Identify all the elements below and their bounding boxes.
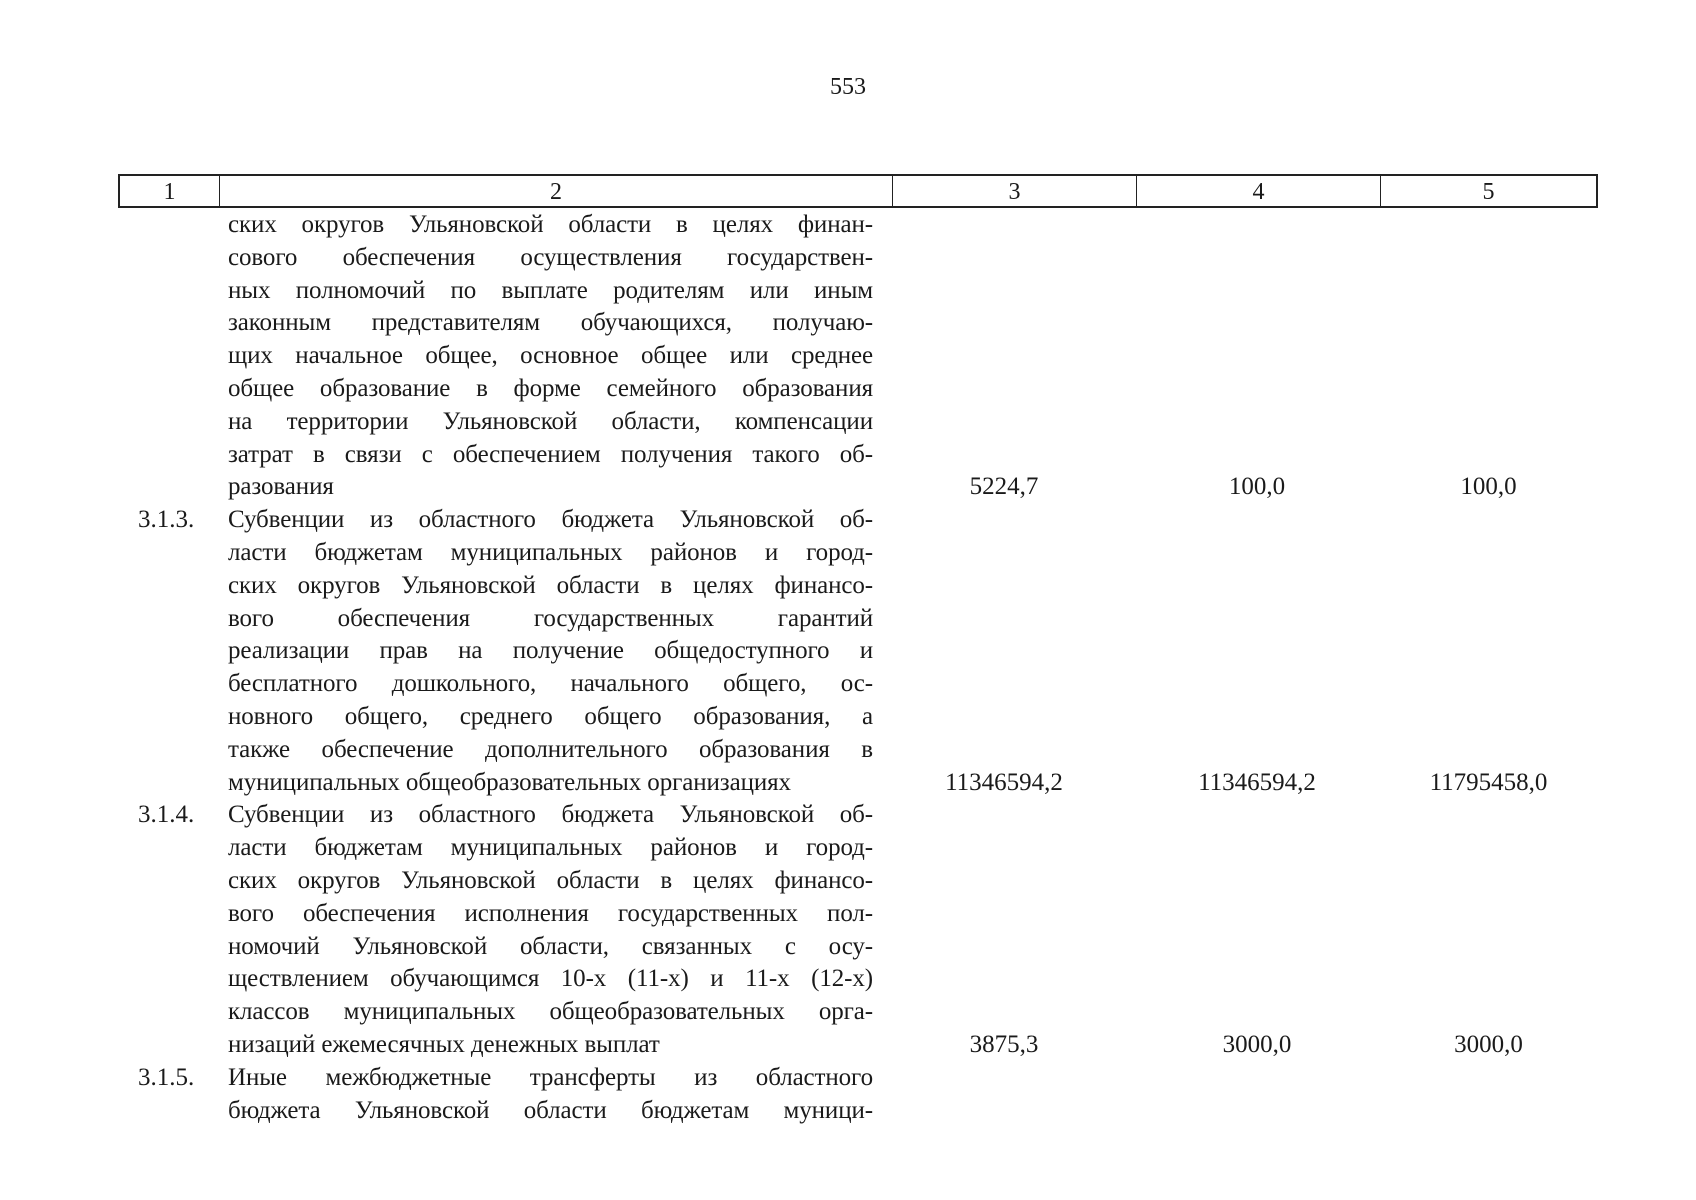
description-line: ских округов Ульяновской области в целях финансо- xyxy=(228,571,873,599)
description-line: Субвенции из областного бюджета Ульяновской об- xyxy=(228,506,873,534)
table-row xyxy=(118,504,1598,799)
row-value-col-3: 5224,7 xyxy=(969,473,1039,501)
description-line: ласти бюджетам муниципальных районов и город- xyxy=(228,538,873,566)
row-description xyxy=(218,504,873,799)
description-line: на территории Ульяновской области, компенсации xyxy=(228,407,873,435)
header-col-4: 4 xyxy=(1137,176,1381,206)
description-line: Иные межбюджетные трансферты из областного xyxy=(228,1063,873,1091)
description-line: щих начальное общее, основное общее или среднее xyxy=(228,342,873,370)
table-row xyxy=(118,799,1598,1061)
header-col-1: 1 xyxy=(120,176,220,206)
description-line: муниципальных общеобразовательных организациях xyxy=(228,768,791,796)
row-code: 3.1.3. xyxy=(138,506,195,534)
description-line: Субвенции из областного бюджета Ульяновской об- xyxy=(228,801,873,829)
row-value-col-3: 3875,3 xyxy=(969,1030,1039,1058)
row-value-col-5: 3000,0 xyxy=(1454,1030,1523,1058)
row-value-col-5: 100,0 xyxy=(1460,473,1517,501)
table-body xyxy=(118,209,1598,1127)
row-value-col-4: 3000,0 xyxy=(1222,1030,1292,1058)
description-line: классов муниципальных общеобразовательных орга- xyxy=(228,998,873,1026)
description-line: ществлением обучающимся 10-х (11-х) и 11-х (12-х) xyxy=(228,965,873,993)
description-line: новного общего, среднего общего образования, а xyxy=(228,702,873,730)
row-value-col-4: 100,0 xyxy=(1228,473,1286,501)
description-line: затрат в связи с обеспечением получения такого об- xyxy=(228,440,873,468)
description-line: вого обеспечения государственных гарантий xyxy=(228,604,873,632)
header-col-3: 3 xyxy=(893,176,1137,206)
description-line: сового обеспечения осуществления государствен- xyxy=(228,243,873,271)
row-code: 3.1.5. xyxy=(138,1063,195,1091)
description-line: общее образование в форме семейного образования xyxy=(228,374,873,402)
table-row xyxy=(118,1062,1598,1128)
row-code: 3.1.4. xyxy=(138,801,195,829)
description-line: разования xyxy=(228,473,334,501)
description-line: ских округов Ульяновской области в целях финансо- xyxy=(228,866,873,894)
page-number: 553 xyxy=(830,74,866,100)
description-line: ных полномочий по выплате родителям или иным xyxy=(228,276,873,304)
row-description xyxy=(218,1062,873,1128)
table-row xyxy=(118,209,1598,504)
description-line: низаций ежемесячных денежных выплат xyxy=(228,1030,660,1058)
description-line: законным представителям обучающихся, получаю- xyxy=(228,309,873,337)
table-header-row xyxy=(118,174,1598,208)
header-col-5: 5 xyxy=(1482,179,1495,205)
row-value-col-4: 11346594,2 xyxy=(1198,768,1316,796)
description-line: бесплатного дошкольного, начального общего, ос- xyxy=(228,670,873,698)
row-description xyxy=(218,799,873,1061)
description-line: также обеспечение дополнительного образования в xyxy=(228,735,873,763)
description-line: ских округов Ульяновской области в целях финан- xyxy=(228,211,873,238)
description-line: номочий Ульяновской области, связанных с осу- xyxy=(228,932,873,960)
description-line: бюджета Ульяновской области бюджетам муници- xyxy=(228,1096,873,1124)
row-description xyxy=(218,209,873,504)
header-col-2: 2 xyxy=(220,176,893,206)
description-line: ласти бюджетам муниципальных районов и город- xyxy=(228,834,873,862)
description-line: реализации прав на получение общедоступного и xyxy=(228,637,873,665)
description-line: вого обеспечения исполнения государственных пол- xyxy=(228,899,873,927)
row-value-col-5: 11795458,0 xyxy=(1429,768,1548,796)
row-value-col-3: 11346594,2 xyxy=(945,768,1063,796)
